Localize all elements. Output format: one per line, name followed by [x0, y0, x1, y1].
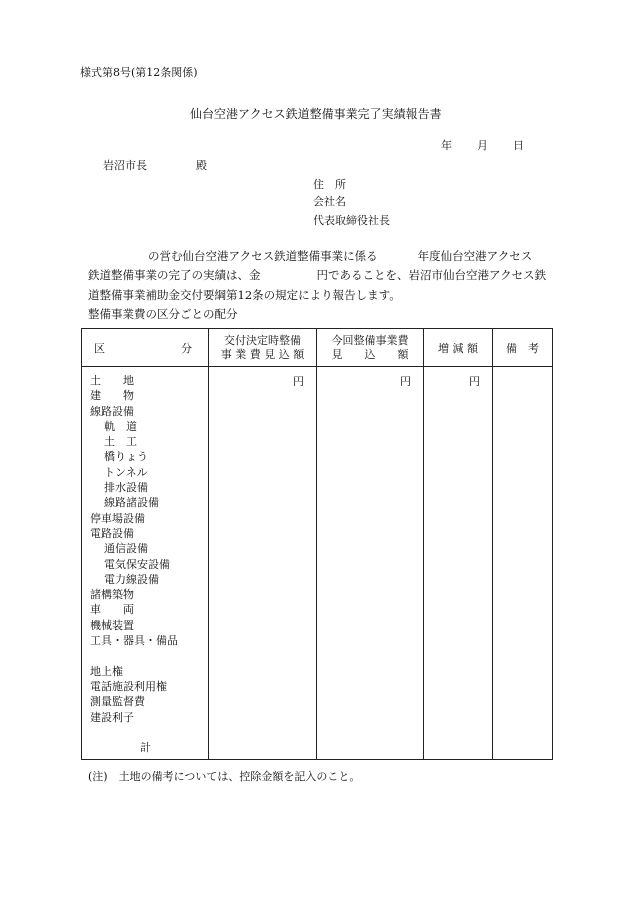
- category-cell: [82, 367, 209, 760]
- date-day: 日: [513, 139, 524, 152]
- body-line-1: [88, 251, 532, 263]
- body-line-1b: 年度仙台空港アクセス: [417, 249, 533, 263]
- category-item: 電路設備: [90, 526, 134, 540]
- header-current-line2: 見 込 額: [331, 347, 409, 361]
- category-list: [82, 367, 208, 755]
- document-title: 仙台空港アクセス鉄道整備事業完了実績報告書: [190, 107, 442, 121]
- header-kubun-b: 分: [181, 341, 192, 355]
- date-field: [441, 140, 524, 151]
- table-body-row: [82, 367, 553, 760]
- sender-company-label: 会社名: [313, 195, 346, 208]
- category-item: 橋りょう: [104, 450, 148, 464]
- category-item: 電話施設利用権: [90, 679, 167, 693]
- header-decision-line1: 交付決定時整備: [224, 333, 301, 347]
- remarks-cell[interactable]: [493, 367, 553, 760]
- form-number: 様式第8号(第12条関係): [80, 66, 198, 79]
- header-current-line1: 今回整備事業費: [331, 333, 409, 347]
- category-item: 軌 道: [104, 419, 137, 433]
- body-line-2b: 円であることを、岩沼市仙台空港アクセス鉄: [316, 268, 547, 282]
- category-item: トンネル: [104, 465, 148, 479]
- addressee-name: 岩沼市長: [103, 159, 147, 172]
- category-item: 線路設備: [90, 404, 134, 418]
- category-item: 電力線設備: [104, 572, 159, 586]
- category-spacer: [90, 725, 208, 740]
- category-item: 諸構築物: [90, 588, 134, 602]
- sender-representative-label: 代表取締役社長: [313, 214, 390, 227]
- table-caption: 整備事業費の区分ごとの配分: [88, 307, 238, 321]
- category-item: 測量監督費: [90, 695, 145, 709]
- category-item: 電気保安設備: [104, 557, 170, 571]
- date-month: 月: [477, 139, 488, 152]
- table-header-row: [82, 329, 553, 367]
- category-item: 機械装置: [90, 618, 134, 632]
- header-kubun-a: 区: [94, 341, 105, 355]
- category-item: 工具・器具・備品: [90, 634, 178, 648]
- category-item: 車 両: [90, 603, 134, 617]
- yen-unit-change: 円: [469, 375, 480, 388]
- header-remarks: [493, 329, 553, 367]
- yen-unit-current: 円: [400, 375, 411, 388]
- footnote: (注) 土地の備考については、控除金額を記入のこと。: [88, 770, 361, 783]
- category-spacer: [90, 648, 208, 663]
- body-line-3: 道整備事業補助金交付要綱第12条の規定により報告します。: [88, 288, 401, 302]
- header-remarks-label: 備 考: [506, 341, 539, 355]
- body-line-2: [88, 270, 546, 282]
- sender-address-label: 住 所: [313, 178, 346, 191]
- category-total: 計: [140, 741, 151, 755]
- category-item: 地上権: [90, 664, 123, 678]
- body-line-1a: の営む仙台空港アクセス鉄道整備事業に係る: [148, 249, 378, 263]
- category-item: 建 物: [90, 389, 134, 403]
- change-amount-cell[interactable]: [424, 367, 493, 760]
- header-change-label: 増 減 額: [438, 341, 478, 355]
- category-item: 排水設備: [104, 481, 148, 495]
- header-change-amount: [424, 329, 493, 367]
- current-amount-cell[interactable]: [317, 367, 424, 760]
- category-item: 建設利子: [90, 710, 134, 724]
- category-item: 土 工: [104, 435, 137, 449]
- addressee-honorific: 殿: [196, 159, 207, 172]
- category-item: 土 地: [90, 374, 134, 387]
- header-kubun: [82, 329, 209, 367]
- cost-allocation-table: [81, 328, 553, 760]
- date-year: 年: [441, 139, 452, 152]
- header-decision-amount: [209, 329, 317, 367]
- category-item: 通信設備: [104, 542, 148, 556]
- yen-unit-decision: 円: [293, 375, 304, 388]
- body-line-2a: 鉄道整備事業の完了の実績は、金: [88, 268, 261, 282]
- decision-amount-cell[interactable]: [209, 367, 317, 760]
- category-item: 線路諸設備: [104, 496, 159, 510]
- header-current-amount: [317, 329, 424, 367]
- category-item: 停車場設備: [90, 511, 145, 525]
- header-decision-line2: 事 業 費 見 込 額: [220, 347, 305, 361]
